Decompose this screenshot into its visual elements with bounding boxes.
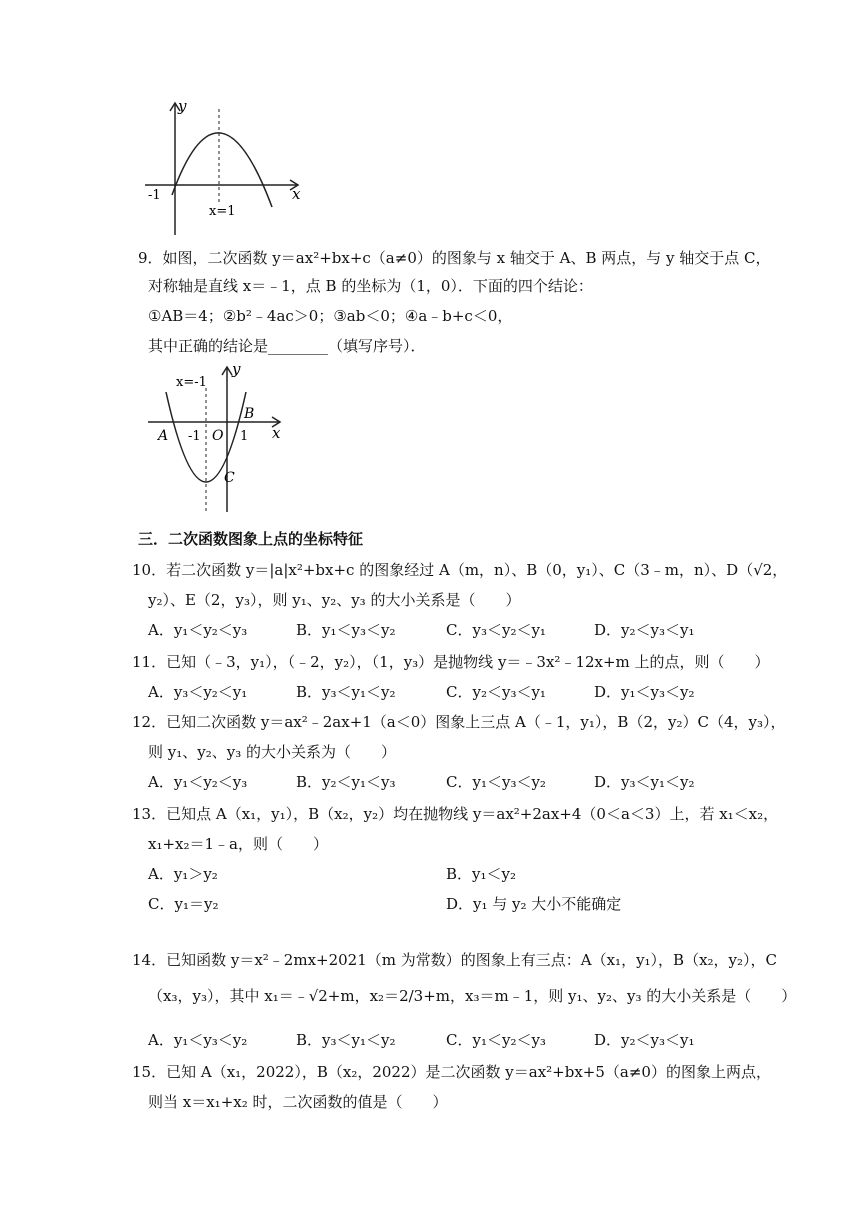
q13-line2: x₁+x₂＝1﹣a，则（ ） xyxy=(148,835,329,853)
q13-option-a: A．y₁＞y₂ xyxy=(148,865,218,883)
y-axis-label: y xyxy=(178,97,187,115)
q15-line2: 则当 x＝x₁+x₂ 时，二次函数的值是（ ） xyxy=(148,1093,448,1111)
q10-option-b: B．y₁＜y₃＜y₂ xyxy=(296,621,396,639)
q9-conclusions: ①AB＝4；②b²﹣4ac＞0；③ab＜0；④a﹣b+c＜0， xyxy=(148,307,513,325)
q14-line2: （x₃，y₃），其中 x₁＝﹣√2+m，x₂＝2/3+m，x₃＝m﹣1，则 y₁、y₂、y₃ 的大小关系是（ ） xyxy=(148,987,797,1005)
q10-option-d: D．y₂＜y₃＜y₁ xyxy=(594,621,695,639)
q10-line2: y₂）、E（2，y₃），则 y₁、y₂、y₃ 的大小关系是（ ） xyxy=(148,591,521,609)
q12-option-d: D．y₃＜y₁＜y₂ xyxy=(594,773,695,791)
q11-option-a: A．y₃＜y₂＜y₁ xyxy=(148,683,248,701)
q9-line1: 9．如图，二次函数 y＝ax²+bx+c（a≠0）的图象与 x 轴交于 A、B 两点，与 y 轴交于点 C， xyxy=(138,249,771,267)
q13-option-b: B．y₁＜y₂ xyxy=(446,865,516,883)
q14-option-c: C．y₁＜y₂＜y₃ xyxy=(446,1031,546,1049)
q12-option-b: B．y₂＜y₁＜y₃ xyxy=(296,773,396,791)
q15-line1: 15．已知 A（x₁，2022），B（x₂，2022）是二次函数 y＝ax²+bx+5（a≠0）的图象上两点， xyxy=(132,1063,771,1081)
q13-option-d: D．y₁ 与 y₂ 大小不能确定 xyxy=(446,895,622,913)
tick-label-minus-one: -1 xyxy=(188,429,201,444)
q10-line1: 10．若二次函数 y＝|a|x²+bx+c 的图象经过 A（m，n）、B（0，y₁）、C（3﹣m，n）、D（√2， xyxy=(132,561,788,579)
figure-parabola-axis-minus1 xyxy=(140,362,300,522)
point-c-label: C xyxy=(224,470,235,486)
symmetry-axis-label: x=1 xyxy=(209,204,236,219)
q10-option-a: A．y₁＜y₂＜y₃ xyxy=(148,621,248,639)
tick-label-minus-one: -1 xyxy=(148,188,161,203)
q9-line2: 对称轴是直线 x＝﹣1，点 B 的坐标为（1，0）．下面的四个结论： xyxy=(148,277,593,295)
point-b-label: B xyxy=(244,406,255,422)
q14-option-d: D．y₂＜y₃＜y₁ xyxy=(594,1031,695,1049)
parabola-curve xyxy=(172,133,272,207)
figure-parabola-axis-x1 xyxy=(140,95,310,245)
tick-label-one: 1 xyxy=(240,429,249,444)
q13-line1: 13．已知点 A（x₁，y₁），B（x₂，y₂）均在抛物线 y＝ax²+2ax+4（0＜a＜3）上，若 x₁＜x₂， xyxy=(132,805,779,823)
q12-line2: 则 y₁、y₂、y₃ 的大小关系为（ ） xyxy=(148,743,396,761)
symmetry-axis-label: x=-1 xyxy=(176,375,207,390)
q12-option-c: C．y₁＜y₃＜y₂ xyxy=(446,773,546,791)
point-a-label: A xyxy=(158,428,169,444)
q14-option-b: B．y₃＜y₁＜y₂ xyxy=(296,1031,396,1049)
q12-option-a: A．y₁＜y₂＜y₃ xyxy=(148,773,248,791)
q11-option-d: D．y₁＜y₃＜y₂ xyxy=(594,683,695,701)
q10-option-c: C．y₃＜y₂＜y₁ xyxy=(446,621,546,639)
x-axis-label: x xyxy=(292,185,301,203)
q12-line1: 12．已知二次函数 y＝ax²﹣2ax+1（a＜0）图象上三点 A（﹣1，y₁），B（2，y₂）C（4，y₃）， xyxy=(132,713,786,731)
q9-question: 其中正确的结论是________（填写序号）． xyxy=(148,337,426,355)
q11-option-b: B．y₃＜y₁＜y₂ xyxy=(296,683,396,701)
q14-option-a: A．y₁＜y₃＜y₂ xyxy=(148,1031,248,1049)
y-axis-label: y xyxy=(232,362,241,378)
q14-line1: 14．已知函数 y＝x²﹣2mx+2021（m 为常数）的图象上有三点：A（x₁，y₁），B（x₂，y₂），C xyxy=(132,951,778,969)
x-axis-label: x xyxy=(272,424,281,442)
q11-option-c: C．y₂＜y₃＜y₁ xyxy=(446,683,546,701)
origin-label: O xyxy=(212,428,224,444)
q11-line1: 11．已知（﹣3，y₁），（﹣2，y₂），（1，y₃）是抛物线 y＝﹣3x²﹣12x+m 上的点，则（ ） xyxy=(132,653,770,671)
q13-option-c: C．y₁＝y₂ xyxy=(148,895,219,913)
section-heading: 三．二次函数图象上点的坐标特征 xyxy=(138,530,364,548)
